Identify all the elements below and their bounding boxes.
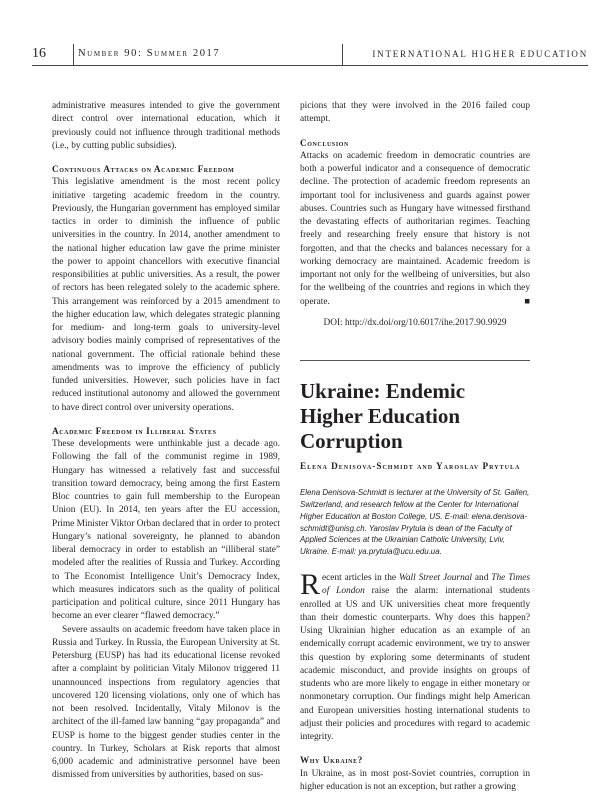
paragraph: These developments were unthinkable just a decade ago. Following the fall of the communist regime in 1989, Hungary has witnessed a relatively fast and successful transition toward democracy, being among the first Eastern Bloc countries to gain full membership to the European Union (EU). In 2014, ten years after the EU accession, Prime Minister Viktor Orban declared that in order to protect Hungary’s national sovereignty, he planned to abandon liberal democracy in order to establish an “illiberal state” modeled after the realities of Russia and Turkey. According to The Economist Intelligence Unit’s Democracy Index, which measures indicators such as the quality of political participation and political culture, since 2011 Hungary has become an ever clearer “flawed democracy.”: [52, 439, 280, 622]
right-column: [300, 100, 530, 794]
header-rule: [32, 65, 588, 66]
running-header: [32, 44, 588, 66]
left-column: [52, 100, 280, 783]
page-number: 16: [32, 46, 46, 61]
section-heading: Academic Freedom in Illiberal States: [52, 425, 217, 436]
intro-text: ecent articles in the: [322, 573, 399, 584]
article-authors: Elena Denisova-Schmidt and Yaroslav Prytula: [300, 461, 521, 471]
drop-cap: R: [300, 568, 321, 602]
intro-paragraph: [300, 568, 530, 744]
paragraph: Severe assaults on academic freedom have taken place in Russia and Turkey. In Russia, the European University at St. Petersburg (EUSP) has had its educational license revoked after a complaint by politician Vitaly Milonov triggered 11 unannounced inspections from regulatory agencies that uncovered 120 licensing violations, only one of which has not been resolved. Incidentally, Vitaly Milonov is the architect of the ill-famed law banning “gay propaganda” and EUSP is home to the biggest gender studies center in the country. In Turkey, Scholars at Risk reports that almost 6,000 academic and administrative personnel have been dismissed from universities by authorities, based on sus-: [52, 624, 280, 781]
paragraph: picions that they were involved in the 2016 failed coup attempt.: [300, 101, 530, 125]
issue-label: Number 90: Summer 2017: [78, 48, 221, 59]
intro-text: and: [472, 573, 492, 584]
publication-name: Wall Street Journal: [398, 573, 473, 584]
doi-link[interactable]: DOI: http://dx.doi/org/10.6017/ihe.2017.90.9929: [323, 317, 507, 328]
section-heading: Why Ukraine?: [300, 755, 363, 766]
paragraph: administrative measures intended to give the government direct control over international education, which it previously could not influence through traditional methods (i.e., by cutting public subsidies).: [52, 101, 280, 151]
header-separator: [73, 44, 74, 66]
intro-text: raise the alarm: international students enrolled at US and UK universities cheat more frequently than their domestic counterparts. Why does this happen? Using Ukrainian higher education as an example of an endemically corrupt academic environment, we try to answer this question by exploring some determinants of student academic misconduct, and provide insights on groups of students who are more likely to engage in either monetary or nonmonetary corruption. Our findings might help American and European universities hosting international students to adjust their policies and procedures with regard to academic integrity.: [300, 586, 530, 743]
article-divider: [300, 360, 530, 361]
paragraph: [300, 150, 530, 309]
journal-name: INTERNATIONAL HIGHER EDUCATION: [372, 49, 588, 59]
end-mark-icon: ■: [524, 296, 530, 307]
paragraph-text: Attacks on academic freedom in democratic countries are both a powerful indicator and a consequence of democratic decline. The protection of academic freedom represents an important tool for inclusiveness and guards against power abuses. Countries such as Hungary have witnessed firsthand the devastating effects of authoritarian regimes. Teaching freely and researching freely ensure that history is not forgotten, and that the checks and balances necessary for a working democracy are maintained. Academic freedom is important not only for the wellbeing of universities, but also for the wellbeing of the countries and regions in which they operate.: [300, 150, 530, 307]
section-heading: Conclusion: [300, 137, 349, 148]
header-separator: [342, 44, 343, 66]
publication-name: The Times of London: [322, 573, 530, 597]
paragraph: This legislative amendment is the most recent policy initiative targeting academic freedom in the country. Previously, the Hungarian government has employed similar tactics in order to diminish the influence of public universities in the country. In 2014, another amendment to the national higher education law gave the prime minister the power to appoint chancellors with executive financial responsibilities at public universities. As a result, the power of rectors has been relegated solely to the academic sphere. This arrangement was reinforced by a 2015 amendment to the higher education law, which delegates strategic planning for medium- and long-term goals to university-level advisory bodies mainly comprised of representatives of the national government. The official rationale behind these amendments was to improve the efficiency of publicly funded universities. However, such policies have in fact reduced institutional autonomy and allowed the government to have direct control over university operations.: [52, 177, 280, 413]
article-title: Ukraine: Endemic Higher Education Corruption: [300, 379, 466, 453]
author-bio: Elena Denisova-Schmidt is lecturer at the University of St. Gallen, Switzerland, and research fellow at the Center for International Higher Education at Boston College, US. E-mail: elena.denisova-schmidt@unisg.ch. Yaroslav Prytula is dean of the Faculty of Applied Sciences at the Ukrainian Catholic University, Lviv, Ukraine. E-mail: ya.prytula@ucu.edu.ua.: [300, 488, 530, 557]
paragraph: In Ukraine, as in most post-Soviet countries, corruption in higher education is not an exception, but rather a growing: [300, 768, 530, 792]
section-heading: Continuous Attacks on Academic Freedom: [52, 164, 235, 174]
